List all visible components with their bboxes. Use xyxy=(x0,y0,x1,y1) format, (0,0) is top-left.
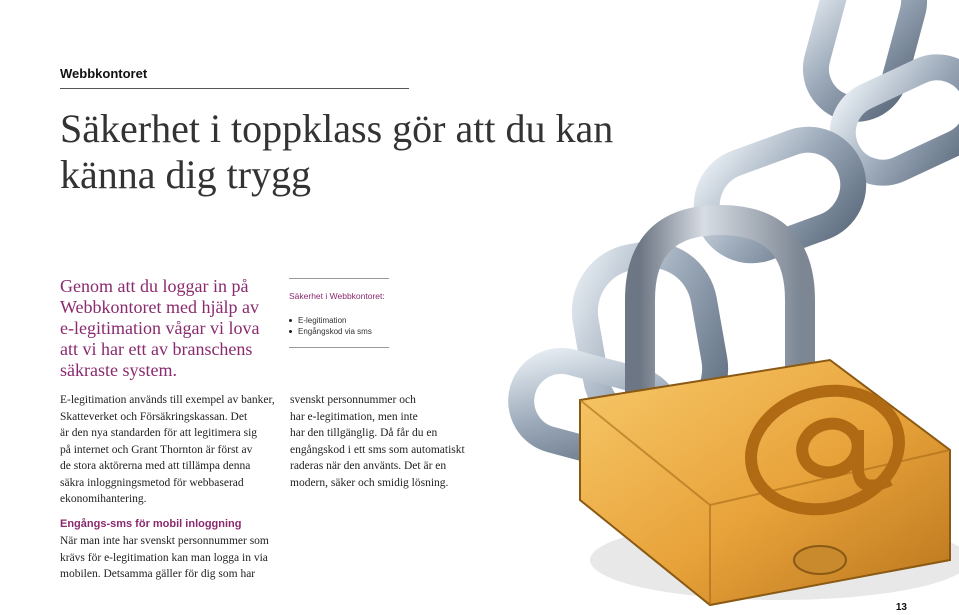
body-line: har e-legitimation, men inte xyxy=(290,410,418,423)
padlock-chain-illustration xyxy=(480,0,959,615)
page-number: 13 xyxy=(895,602,907,613)
body-line: engångskod i ett sms som automatiskt xyxy=(290,443,465,456)
body-line: ekonomihantering. xyxy=(60,493,147,505)
lead-line: Genom att du loggar in på xyxy=(60,276,249,296)
headline-line-1: Säkerhet i toppklass gör att du kan xyxy=(60,106,614,151)
body-column-2 xyxy=(290,392,480,491)
body-line: har den tillgänglig. Då får du en xyxy=(290,427,438,439)
body-line: svenskt personnummer och xyxy=(290,394,416,406)
section-rule xyxy=(60,88,409,89)
security-factbox xyxy=(289,278,389,348)
lead-line: e-legitimation vågar vi lova xyxy=(60,318,260,338)
body-line: Skatteverket och Försäkringskassan. Det xyxy=(60,410,248,423)
subheading-sms: Engångs-sms för mobil inloggning xyxy=(60,518,242,530)
section-label: Webbkontoret xyxy=(60,66,148,81)
keyhole-icon xyxy=(794,546,846,574)
lead-line: att vi har ett av branschens xyxy=(60,339,253,359)
body-line: är den nya standarden för att legitimera sig xyxy=(60,427,258,439)
headline-line-2: känna dig trygg xyxy=(60,152,312,197)
body-line: på internet och Grant Thornton är först av xyxy=(60,443,253,456)
body-column-1-continued xyxy=(60,533,290,583)
factbox-item: E-legitimation xyxy=(289,315,389,326)
factbox-item: Engångskod via sms xyxy=(289,326,389,337)
body-line: mobilen. Detsamma gäller för dig som har xyxy=(60,568,256,580)
body-line: säkra inloggningsmetod för webbaserad xyxy=(60,476,244,489)
body-line: krävs för e-legitimation kan man logga in via xyxy=(60,551,268,564)
body-column-1 xyxy=(60,392,285,508)
body-line: När man inte har svenskt personnummer som xyxy=(60,535,269,547)
body-line: de stora aktörerna med att tillämpa denna xyxy=(60,460,251,472)
body-line: raderas när den använts. Det är en xyxy=(290,460,447,472)
lead-paragraph xyxy=(60,276,285,381)
body-line: modern, säker och smidig lösning. xyxy=(290,476,449,489)
lead-line: Webbkontoret med hjälp av xyxy=(60,297,259,317)
lead-line: säkraste system. xyxy=(60,360,177,380)
factbox-bottom-rule xyxy=(289,347,389,348)
factbox-title: Säkerhet i Webbkontoret: xyxy=(289,291,385,301)
factbox-list xyxy=(289,315,389,337)
factbox-top-rule xyxy=(289,278,389,279)
body-line: E-legitimation används till exempel av banker, xyxy=(60,394,275,406)
